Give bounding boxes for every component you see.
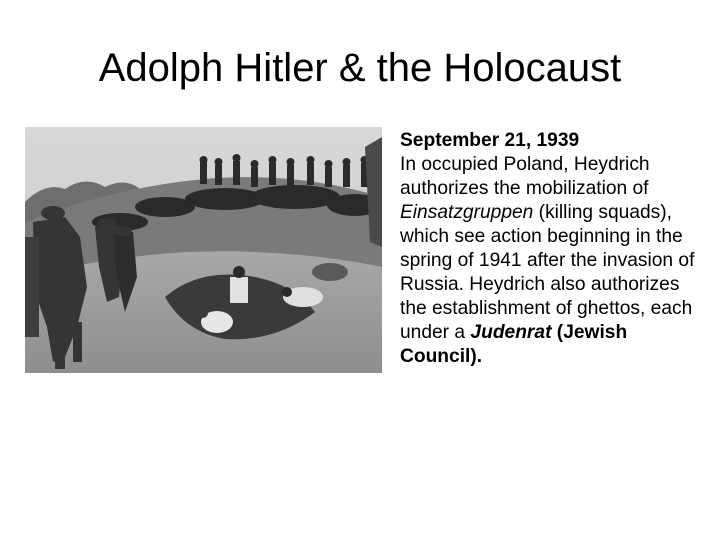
term-judenrat: Judenrat (470, 322, 552, 343)
term-judenrat-gloss: (Jewish Council). (400, 322, 628, 367)
slide-title: Adolph Hitler & the Holocaust (98, 46, 622, 90)
body-text-part1: In occupied Poland, Heydrich authorizes the mobilization of (400, 154, 650, 199)
date-heading-text: September 21, 1939 (400, 130, 580, 151)
photo-illustration (25, 127, 382, 373)
body-text-part2: (killing squads), which see action beginning in the spring of 1941 after the invasion of Russia. Heydrich also authorizes the establishment of ghettos, each under a (400, 202, 695, 343)
historical-photo (25, 127, 382, 373)
date-heading (400, 129, 700, 153)
body-text (400, 129, 700, 369)
body-paragraph (400, 153, 700, 369)
term-einsatzgruppen: Einsatzgruppen (400, 202, 534, 223)
